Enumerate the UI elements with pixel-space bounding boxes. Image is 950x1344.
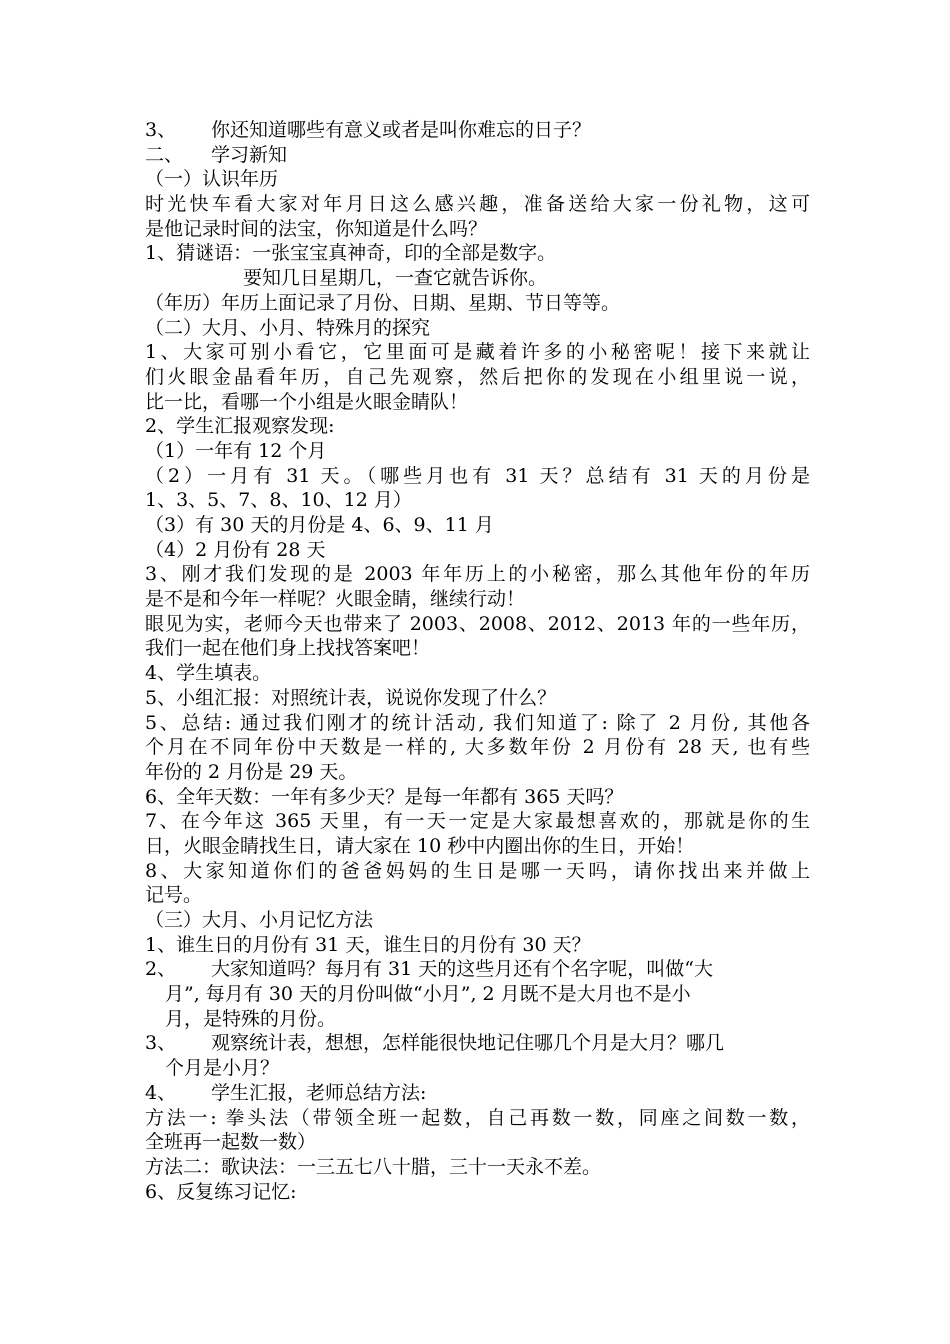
paragraph-line: 时光快车看大家对年月日这么感兴趣，准备送给大家一份礼物，这可 [145,193,810,216]
section-heading [145,143,810,168]
riddle-line: 要知几日星期几，一查它就告诉你。 [243,267,548,290]
paragraph-line: 们火眼金晶看年历，自己先观察，然后把你的发现在小组里说一说， [145,365,810,388]
list-number: 二、 [145,143,184,166]
list-number: 2、 [145,958,177,981]
paragraph-line: 是他记录时间的法宝，你知道是什么吗？ [145,217,488,240]
line-text: 学习新知 [211,143,288,166]
paragraph-line: 记号。 [145,884,203,907]
paragraph-line: 月，是特殊的月份。 [165,1007,337,1030]
line-text: 大家知道吗？每月有 31 天的这些月还有个名字呢，叫做“大 [211,958,713,981]
paragraph-line: 方法一: 拳头法（带领全班一起数，自己再数一数，同座之间数一数， [145,1106,810,1129]
paragraph-line: 年份的 2 月份是 29 天。 [145,760,358,783]
line-text: 你还知道哪些有意义或者是叫你难忘的日子？ [211,119,592,141]
paragraph-line: 比一比，看哪一个小组是火眼金睛队！ [145,390,469,413]
subsection-heading: （一）认识年历 [145,168,279,191]
numbered-line [145,957,810,982]
paragraph-line: 个月在不同年份中天数是一样的, 大多数年份 2 月份有 28 天, 也有些 [145,736,810,759]
paragraph-line: 1、谁生日的月份有 31 天，谁生日的月份有 30 天？ [145,933,591,956]
list-number: 3、 [145,1032,177,1055]
paragraph-line: 全班再一起数一数） [145,1131,317,1154]
paragraph-line: 4、学生填表。 [145,662,272,685]
paragraph-line: 7、在今年这 365 天里，有一天一定是大家最想喜欢的，那就是你的生 [145,810,810,833]
list-number: 3、 [145,119,177,141]
paragraph-line: 方法二：歌诀法：一三五七八十腊，三十一天永不差。 [145,1155,602,1178]
paragraph-line: 日，火眼金睛找生日，请大家在 10 秒中内圈出你的生日，开始！ [145,834,695,857]
numbered-line [145,1081,810,1106]
paragraph-line: 5、小组汇报：对照统计表，说说你发现了什么？ [145,686,557,709]
paragraph-line: （年历）年历上面记录了月份、日期、星期、节日等等。 [145,291,621,314]
paragraph-line: 1、大家可别小看它，它里面可是藏着许多的小秘密呢！接下来就让 [145,341,810,364]
list-item: （4）2 月份有 28 天 [145,538,326,561]
paragraph-line: 6、全年天数：一年有多少天？是每一年都有 365 天吗？ [145,785,624,808]
list-item: 1、3、5、7、8、10、12 月） [145,489,412,512]
paragraph-line: 我们一起在他们身上找找答案吧！ [145,637,431,660]
paragraph-line: 眼见为实，老师今天也带来了 2003、2008、2012、2013 年的一些年历， [145,612,810,635]
paragraph-line: 个月是小月？ [165,1057,280,1080]
list-item: （3）有 30 天的月份是 4、6、9、11 月 [145,514,494,536]
paragraph-line: 月”, 每月有 30 天的月份叫做“小月”, 2 月既不是大月也不是小 [165,983,691,1006]
list-item: （1）一年有 12 个月 [145,439,327,462]
riddle-line: 1、猜谜语：一张宝宝真神奇，印的全部是数字。 [145,242,557,265]
line-text: 观察统计表，想想，怎样能很快地记住哪几个月是大月？哪几 [211,1032,725,1055]
paragraph-line: 8、大家知道你们的爸爸妈妈的生日是哪一天吗，请你找出来并做上 [145,859,810,882]
document-page [145,118,810,1204]
paragraph-line: 6、反复练习记忆: [145,1180,297,1203]
paragraph-line: 2、学生汇报观察发现: [145,415,335,438]
paragraph-line: 3、刚才我们发现的是 2003 年年历上的小秘密，那么其他年份的年历 [145,563,810,586]
numbered-line [145,118,810,143]
list-item: （2）一月有 31 天。（哪些月也有 31 天？总结有 31 天的月份是 [145,464,810,487]
subsection-heading: （三）大月、小月记忆方法 [145,909,374,931]
paragraph-line: 5、总结: 通过我们刚才的统计活动, 我们知道了: 除了 2 月份, 其他各 [145,711,810,734]
subsection-heading: （二）大月、小月、特殊月的探究 [145,316,431,339]
list-number: 4、 [145,1081,177,1104]
paragraph-line: 是不是和今年一样呢？火眼金睛，继续行动！ [145,588,526,611]
line-text: 学生汇报，老师总结方法: [211,1081,427,1104]
numbered-line [145,1031,810,1056]
